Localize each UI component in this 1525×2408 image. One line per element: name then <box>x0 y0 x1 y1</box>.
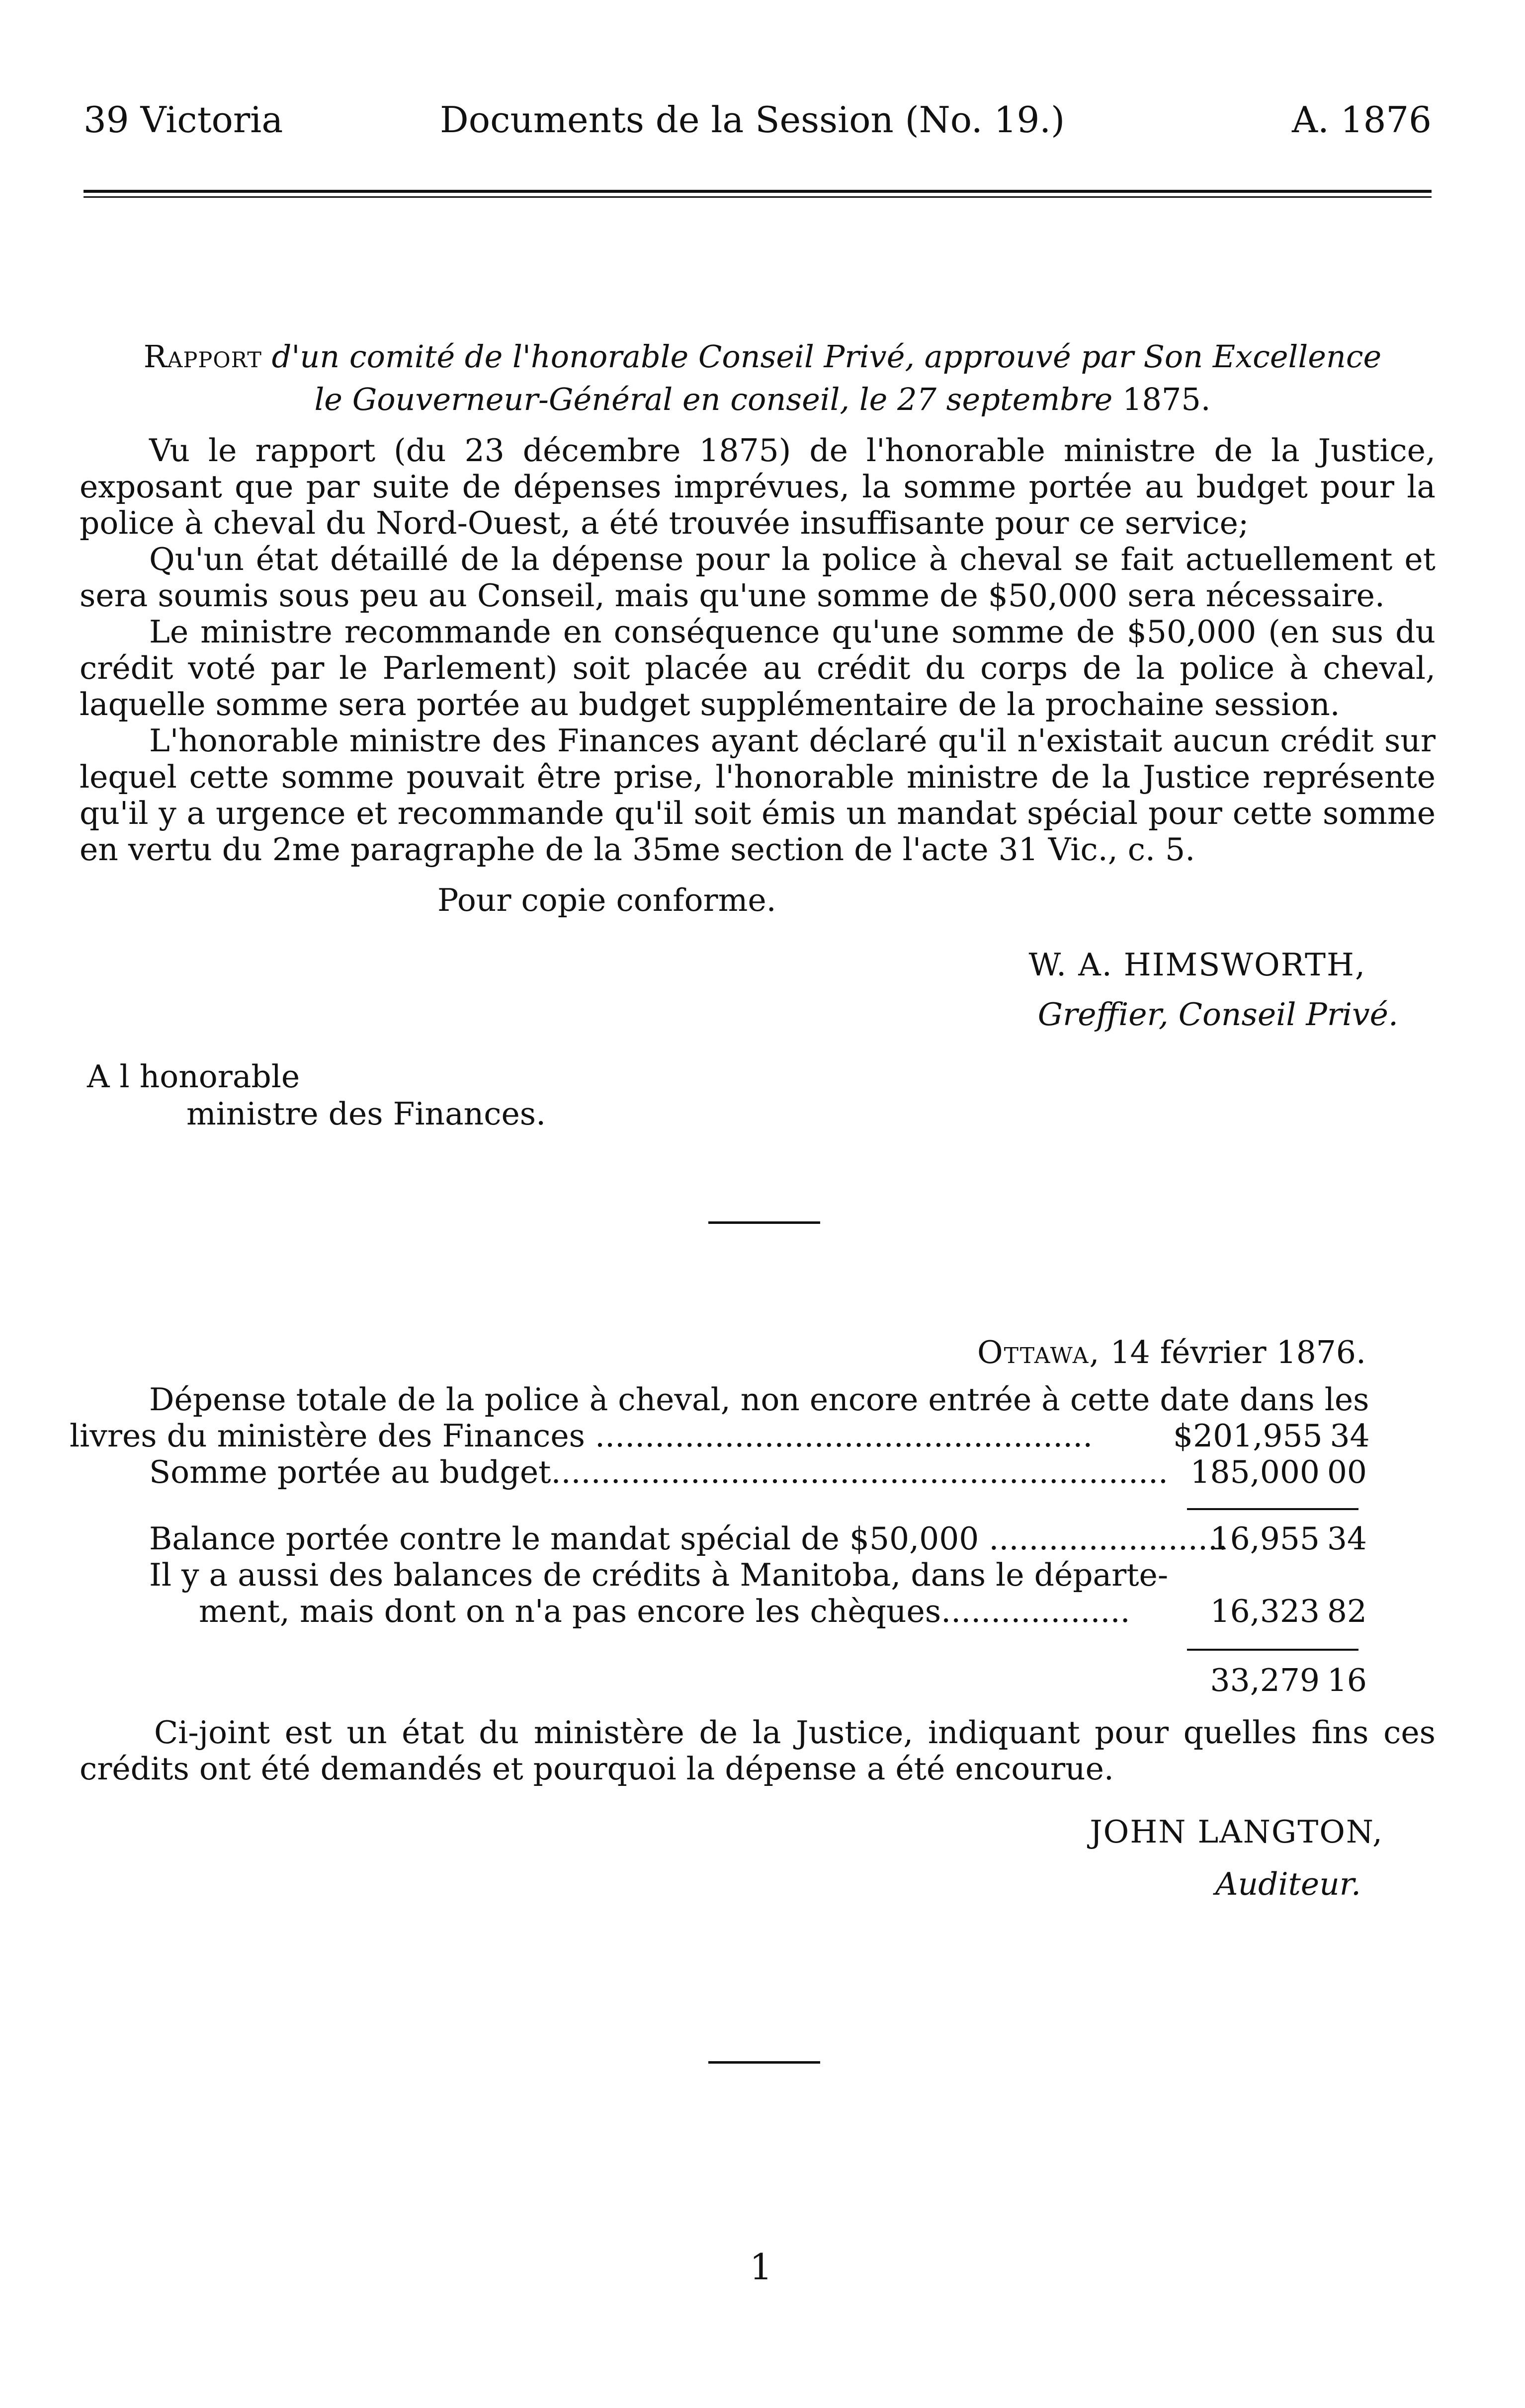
ledger-amount-budget <box>1173 1454 1367 1490</box>
dateline-place: Ottawa, <box>977 1334 1101 1370</box>
rapport-line2: le Gouverneur-Général en conseil, le 27 septembre <box>314 381 1113 417</box>
rapport-year: 1875. <box>1122 381 1211 417</box>
sum-rule <box>1187 1508 1358 1510</box>
header-rule <box>84 190 1432 193</box>
sum-rule <box>1187 1649 1358 1651</box>
rapport-lead: Rapport <box>143 338 262 375</box>
ledger-label-balance: Balance portée contre le mandat spécial de $50,000 ........................ <box>149 1521 1228 1557</box>
ledger-label-manitoba-line2: ment, mais dont on n'a pas encore les chèques................... <box>199 1593 1130 1629</box>
signature-name: W. A. HIMSWORTH, <box>1028 947 1366 983</box>
dateline-date: 14 février 1876. <box>1110 1334 1366 1370</box>
ledger-amount-grand-total <box>1173 1662 1367 1698</box>
ledger-amount-manitoba <box>1173 1593 1367 1629</box>
ledger-amount-dollars: 16,955 <box>1210 1521 1320 1557</box>
ledger-amount-dollars: $201,955 <box>1173 1418 1323 1454</box>
ledger-amount-dollars: 33,279 <box>1210 1662 1320 1698</box>
ledger-amount-cents: 82 <box>1327 1593 1367 1629</box>
auditor-name: JOHN LANGTON, <box>1090 1814 1383 1850</box>
ledger-amount-cents: 34 <box>1330 1418 1370 1454</box>
paragraph-etat: Qu'un état détaillé de la dépense pour la police à cheval se fait actuellement et sera soumis sous peu au Conseil, mais qu'une somme de $50,000 sera nécessaire. <box>80 541 1436 614</box>
paragraph-vu: Vu le rapport (du 23 décembre 1875) de l'honorable ministre de la Justice, exposant que par suite de dépenses imprévues, la somme portée au budget pour la police à cheval du Nord-Ouest, a été trouvée insuffisante pour ce service; <box>80 432 1436 541</box>
ledger-amount-cents: 34 <box>1327 1521 1367 1557</box>
header-title: Documents de la Session (No. 19.) <box>440 99 1065 141</box>
header-rule-thin <box>84 196 1432 198</box>
cijoint-paragraph <box>80 1714 1436 1787</box>
ledger-label-manitoba-line1: Il y a aussi des balances de crédits à Manitoba, dans le départe- <box>149 1557 1169 1593</box>
ledger-amount-total <box>1173 1418 1370 1454</box>
section-divider <box>708 2061 820 2064</box>
rapport-line1: d'un comité de l'honorable Conseil Privé, approuvé par Son Excellence <box>271 338 1382 375</box>
ledger-amount-cents: 16 <box>1327 1662 1367 1698</box>
signature-title: Greffier, Conseil Privé. <box>1037 996 1398 1033</box>
ledger-label-budget: Somme portée au budget.............................................................. <box>149 1454 1169 1490</box>
rapport-heading <box>92 335 1433 421</box>
header-volume: 39 Victoria <box>84 99 283 141</box>
dateline <box>977 1334 1366 1370</box>
ledger-amount-dollars: 185,000 <box>1190 1454 1320 1490</box>
ledger-amount-balance <box>1173 1521 1367 1557</box>
header-year: A. 1876 <box>1291 99 1432 141</box>
copie-conforme: Pour copie conforme. <box>437 882 776 918</box>
paragraph-cijoint: Ci-joint est un état du ministère de la Justice, indiquant pour quelles fins ces crédits ont été demandés et pourquoi la dépense a été encourue. <box>80 1714 1436 1787</box>
ledger-amount-cents: 00 <box>1327 1454 1367 1490</box>
section-divider <box>708 1221 820 1224</box>
address-line1: A l honorable <box>87 1058 300 1095</box>
ledger-amount-dollars: 16,323 <box>1210 1593 1320 1629</box>
paragraph-recommande: Le ministre recommande en conséquence qu'une somme de $50,000 (en sus du crédit voté par le Parlement) soit placée au crédit du corps de la police à cheval, laquelle somme sera portée au budget supplémentaire de la prochaine session. <box>80 614 1436 722</box>
ledger-label-total-line1: Dépense totale de la police à cheval, non encore entrée à cette date dans les <box>149 1381 1369 1418</box>
page-number: 1 <box>750 2246 772 2288</box>
report-body <box>80 432 1436 868</box>
address-line2: ministre des Finances. <box>186 1096 546 1132</box>
auditor-title: Auditeur. <box>1215 1866 1361 1902</box>
paragraph-finances: L'honorable ministre des Finances ayant déclaré qu'il n'existait aucun crédit sur lequel cette somme pouvait être prise, l'honorable ministre de la Justice représente qu'il y a urgence et recommande qu'il soit émis un mandat spécial pour cette somme en vertu du 2me paragraphe de la 35me section de l'acte 31 Vic., c. 5. <box>80 722 1436 868</box>
ledger-label-total-line2: livres du ministère des Finances .................................................. <box>70 1418 1093 1454</box>
